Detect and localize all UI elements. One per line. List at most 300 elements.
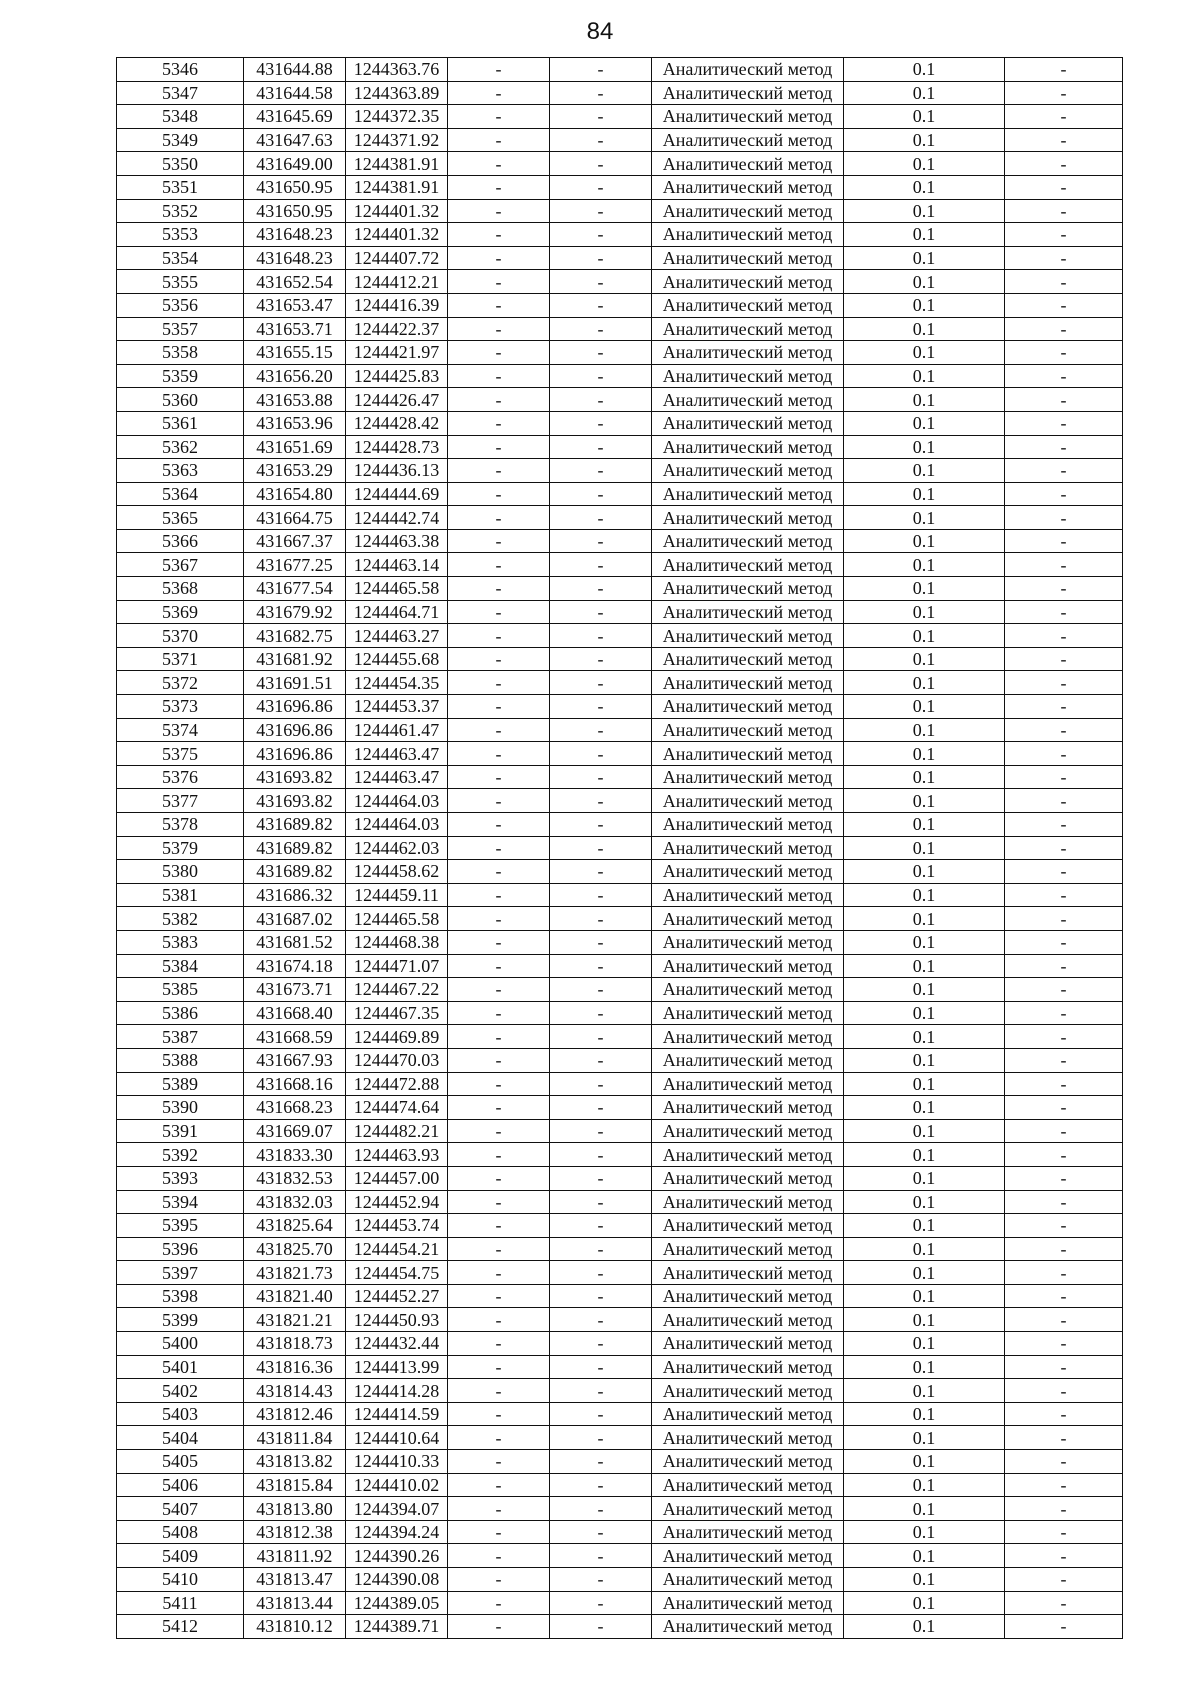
empty-cell: - (448, 836, 550, 860)
accuracy-cell: 0.1 (844, 364, 1005, 388)
empty-cell: - (1005, 341, 1123, 365)
x-coordinate-cell: 431832.53 (244, 1166, 346, 1190)
method-cell: Аналитический метод (652, 364, 844, 388)
empty-cell: - (550, 647, 652, 671)
x-coordinate-cell: 431693.82 (244, 765, 346, 789)
empty-cell: - (1005, 199, 1123, 223)
accuracy-cell: 0.1 (844, 1402, 1005, 1426)
empty-cell: - (550, 1355, 652, 1379)
method-cell: Аналитический метод (652, 388, 844, 412)
point-number-cell: 5375 (117, 742, 244, 766)
method-cell: Аналитический метод (652, 175, 844, 199)
accuracy-cell: 0.1 (844, 81, 1005, 105)
x-coordinate-cell: 431673.71 (244, 978, 346, 1002)
empty-cell: - (448, 1615, 550, 1639)
empty-cell: - (448, 1166, 550, 1190)
empty-cell: - (550, 293, 652, 317)
y-coordinate-cell: 1244463.47 (346, 765, 448, 789)
accuracy-cell: 0.1 (844, 978, 1005, 1002)
method-cell: Аналитический метод (652, 246, 844, 270)
y-coordinate-cell: 1244482.21 (346, 1119, 448, 1143)
point-number-cell: 5356 (117, 293, 244, 317)
method-cell: Аналитический метод (652, 58, 844, 82)
table-row (117, 1402, 1123, 1426)
empty-cell: - (448, 907, 550, 931)
x-coordinate-cell: 431667.93 (244, 1048, 346, 1072)
empty-cell: - (550, 1214, 652, 1238)
empty-cell: - (448, 883, 550, 907)
empty-cell: - (1005, 1001, 1123, 1025)
point-number-cell: 5354 (117, 246, 244, 270)
empty-cell: - (448, 246, 550, 270)
table-row (117, 883, 1123, 907)
empty-cell: - (550, 789, 652, 813)
point-number-cell: 5411 (117, 1591, 244, 1615)
empty-cell: - (550, 1473, 652, 1497)
y-coordinate-cell: 1244462.03 (346, 836, 448, 860)
empty-cell: - (1005, 435, 1123, 459)
empty-cell: - (448, 1355, 550, 1379)
table-row (117, 765, 1123, 789)
point-number-cell: 5350 (117, 152, 244, 176)
empty-cell: - (550, 1025, 652, 1049)
y-coordinate-cell: 1244465.58 (346, 907, 448, 931)
point-number-cell: 5396 (117, 1237, 244, 1261)
table-row (117, 1426, 1123, 1450)
accuracy-cell: 0.1 (844, 105, 1005, 129)
table-row (117, 411, 1123, 435)
accuracy-cell: 0.1 (844, 1190, 1005, 1214)
x-coordinate-cell: 431644.88 (244, 58, 346, 82)
empty-cell: - (1005, 1096, 1123, 1120)
table-row (117, 1308, 1123, 1332)
method-cell: Аналитический метод (652, 1096, 844, 1120)
method-cell: Аналитический метод (652, 1520, 844, 1544)
y-coordinate-cell: 1244436.13 (346, 459, 448, 483)
accuracy-cell: 0.1 (844, 1473, 1005, 1497)
empty-cell: - (1005, 81, 1123, 105)
accuracy-cell: 0.1 (844, 411, 1005, 435)
method-cell: Аналитический метод (652, 1568, 844, 1592)
empty-cell: - (448, 1379, 550, 1403)
x-coordinate-cell: 431818.73 (244, 1332, 346, 1356)
empty-cell: - (550, 883, 652, 907)
empty-cell: - (550, 1166, 652, 1190)
accuracy-cell: 0.1 (844, 1355, 1005, 1379)
accuracy-cell: 0.1 (844, 1261, 1005, 1285)
method-cell: Аналитический метод (652, 341, 844, 365)
empty-cell: - (1005, 647, 1123, 671)
empty-cell: - (550, 553, 652, 577)
point-number-cell: 5376 (117, 765, 244, 789)
table-row (117, 907, 1123, 931)
y-coordinate-cell: 1244422.37 (346, 317, 448, 341)
accuracy-cell: 0.1 (844, 954, 1005, 978)
empty-cell: - (448, 199, 550, 223)
x-coordinate-cell: 431668.40 (244, 1001, 346, 1025)
empty-cell: - (448, 1214, 550, 1238)
x-coordinate-cell: 431669.07 (244, 1119, 346, 1143)
table-row (117, 742, 1123, 766)
empty-cell: - (1005, 695, 1123, 719)
empty-cell: - (448, 81, 550, 105)
x-coordinate-cell: 431648.23 (244, 223, 346, 247)
empty-cell: - (448, 105, 550, 129)
method-cell: Аналитический метод (652, 930, 844, 954)
empty-cell: - (1005, 765, 1123, 789)
empty-cell: - (448, 459, 550, 483)
point-number-cell: 5406 (117, 1473, 244, 1497)
point-number-cell: 5366 (117, 529, 244, 553)
method-cell: Аналитический метод (652, 1001, 844, 1025)
empty-cell: - (1005, 459, 1123, 483)
table-row (117, 695, 1123, 719)
y-coordinate-cell: 1244444.69 (346, 482, 448, 506)
empty-cell: - (550, 1615, 652, 1639)
x-coordinate-cell: 431811.92 (244, 1544, 346, 1568)
accuracy-cell: 0.1 (844, 175, 1005, 199)
point-number-cell: 5388 (117, 1048, 244, 1072)
method-cell: Аналитический метод (652, 411, 844, 435)
empty-cell: - (448, 529, 550, 553)
empty-cell: - (448, 718, 550, 742)
empty-cell: - (1005, 718, 1123, 742)
empty-cell: - (1005, 813, 1123, 837)
method-cell: Аналитический метод (652, 270, 844, 294)
accuracy-cell: 0.1 (844, 388, 1005, 412)
empty-cell: - (550, 1096, 652, 1120)
empty-cell: - (1005, 883, 1123, 907)
x-coordinate-cell: 431832.03 (244, 1190, 346, 1214)
empty-cell: - (1005, 1591, 1123, 1615)
point-number-cell: 5383 (117, 930, 244, 954)
x-coordinate-cell: 431689.82 (244, 813, 346, 837)
empty-cell: - (448, 1544, 550, 1568)
x-coordinate-cell: 431679.92 (244, 600, 346, 624)
point-number-cell: 5374 (117, 718, 244, 742)
empty-cell: - (448, 317, 550, 341)
empty-cell: - (550, 600, 652, 624)
table-row (117, 293, 1123, 317)
method-cell: Аналитический метод (652, 765, 844, 789)
method-cell: Аналитический метод (652, 152, 844, 176)
point-number-cell: 5378 (117, 813, 244, 837)
table-row (117, 671, 1123, 695)
method-cell: Аналитический метод (652, 1332, 844, 1356)
x-coordinate-cell: 431814.43 (244, 1379, 346, 1403)
accuracy-cell: 0.1 (844, 860, 1005, 884)
table-row (117, 978, 1123, 1002)
empty-cell: - (550, 1520, 652, 1544)
empty-cell: - (1005, 1615, 1123, 1639)
x-coordinate-cell: 431653.47 (244, 293, 346, 317)
method-cell: Аналитический метод (652, 742, 844, 766)
table-row (117, 718, 1123, 742)
empty-cell: - (550, 1001, 652, 1025)
empty-cell: - (1005, 553, 1123, 577)
empty-cell: - (550, 1497, 652, 1521)
point-number-cell: 5394 (117, 1190, 244, 1214)
y-coordinate-cell: 1244401.32 (346, 199, 448, 223)
y-coordinate-cell: 1244389.05 (346, 1591, 448, 1615)
empty-cell: - (1005, 482, 1123, 506)
table-row (117, 152, 1123, 176)
accuracy-cell: 0.1 (844, 1497, 1005, 1521)
empty-cell: - (448, 1284, 550, 1308)
x-coordinate-cell: 431681.92 (244, 647, 346, 671)
table-row (117, 1096, 1123, 1120)
empty-cell: - (448, 1520, 550, 1544)
point-number-cell: 5357 (117, 317, 244, 341)
x-coordinate-cell: 431696.86 (244, 742, 346, 766)
empty-cell: - (448, 1308, 550, 1332)
accuracy-cell: 0.1 (844, 695, 1005, 719)
point-number-cell: 5403 (117, 1402, 244, 1426)
method-cell: Аналитический метод (652, 459, 844, 483)
empty-cell: - (550, 1450, 652, 1474)
point-number-cell: 5364 (117, 482, 244, 506)
accuracy-cell: 0.1 (844, 883, 1005, 907)
accuracy-cell: 0.1 (844, 293, 1005, 317)
empty-cell: - (550, 529, 652, 553)
empty-cell: - (550, 1568, 652, 1592)
empty-cell: - (550, 1426, 652, 1450)
accuracy-cell: 0.1 (844, 1591, 1005, 1615)
method-cell: Аналитический метод (652, 1237, 844, 1261)
empty-cell: - (550, 860, 652, 884)
empty-cell: - (448, 930, 550, 954)
empty-cell: - (550, 1143, 652, 1167)
table-row (117, 270, 1123, 294)
method-cell: Аналитический метод (652, 718, 844, 742)
table-row (117, 577, 1123, 601)
x-coordinate-cell: 431815.84 (244, 1473, 346, 1497)
method-cell: Аналитический метод (652, 1591, 844, 1615)
empty-cell: - (1005, 1072, 1123, 1096)
empty-cell: - (550, 1544, 652, 1568)
point-number-cell: 5404 (117, 1426, 244, 1450)
empty-cell: - (1005, 152, 1123, 176)
table-row (117, 246, 1123, 270)
page-number: 84 (586, 18, 614, 45)
empty-cell: - (1005, 1048, 1123, 1072)
x-coordinate-cell: 431821.40 (244, 1284, 346, 1308)
empty-cell: - (448, 482, 550, 506)
empty-cell: - (448, 1426, 550, 1450)
empty-cell: - (448, 1568, 550, 1592)
y-coordinate-cell: 1244457.00 (346, 1166, 448, 1190)
accuracy-cell: 0.1 (844, 789, 1005, 813)
accuracy-cell: 0.1 (844, 1001, 1005, 1025)
table-row (117, 105, 1123, 129)
method-cell: Аналитический метод (652, 789, 844, 813)
accuracy-cell: 0.1 (844, 1237, 1005, 1261)
x-coordinate-cell: 431689.82 (244, 860, 346, 884)
method-cell: Аналитический метод (652, 1450, 844, 1474)
method-cell: Аналитический метод (652, 1308, 844, 1332)
point-number-cell: 5352 (117, 199, 244, 223)
y-coordinate-cell: 1244421.97 (346, 341, 448, 365)
empty-cell: - (550, 930, 652, 954)
empty-cell: - (550, 482, 652, 506)
empty-cell: - (1005, 1237, 1123, 1261)
y-coordinate-cell: 1244390.26 (346, 1544, 448, 1568)
point-number-cell: 5386 (117, 1001, 244, 1025)
empty-cell: - (448, 1119, 550, 1143)
point-number-cell: 5365 (117, 506, 244, 530)
y-coordinate-cell: 1244463.93 (346, 1143, 448, 1167)
table-row (117, 813, 1123, 837)
x-coordinate-cell: 431653.96 (244, 411, 346, 435)
y-coordinate-cell: 1244390.08 (346, 1568, 448, 1592)
point-number-cell: 5362 (117, 435, 244, 459)
empty-cell: - (448, 860, 550, 884)
point-number-cell: 5389 (117, 1072, 244, 1096)
empty-cell: - (550, 813, 652, 837)
empty-cell: - (1005, 1473, 1123, 1497)
empty-cell: - (550, 175, 652, 199)
empty-cell: - (448, 1096, 550, 1120)
empty-cell: - (1005, 1379, 1123, 1403)
y-coordinate-cell: 1244372.35 (346, 105, 448, 129)
accuracy-cell: 0.1 (844, 482, 1005, 506)
empty-cell: - (1005, 1450, 1123, 1474)
x-coordinate-cell: 431647.63 (244, 128, 346, 152)
point-number-cell: 5368 (117, 577, 244, 601)
empty-cell: - (448, 954, 550, 978)
accuracy-cell: 0.1 (844, 270, 1005, 294)
empty-cell: - (448, 624, 550, 648)
y-coordinate-cell: 1244454.75 (346, 1261, 448, 1285)
empty-cell: - (550, 388, 652, 412)
empty-cell: - (1005, 789, 1123, 813)
empty-cell: - (550, 317, 652, 341)
method-cell: Аналитический метод (652, 954, 844, 978)
x-coordinate-cell: 431687.02 (244, 907, 346, 931)
empty-cell: - (1005, 1308, 1123, 1332)
empty-cell: - (550, 1591, 652, 1615)
method-cell: Аналитический метод (652, 435, 844, 459)
empty-cell: - (448, 742, 550, 766)
empty-cell: - (550, 1190, 652, 1214)
empty-cell: - (1005, 600, 1123, 624)
method-cell: Аналитический метод (652, 506, 844, 530)
y-coordinate-cell: 1244425.83 (346, 364, 448, 388)
table-row (117, 1568, 1123, 1592)
table-row (117, 459, 1123, 483)
y-coordinate-cell: 1244363.76 (346, 58, 448, 82)
method-cell: Аналитический метод (652, 1426, 844, 1450)
point-number-cell: 5392 (117, 1143, 244, 1167)
empty-cell: - (448, 1072, 550, 1096)
point-number-cell: 5363 (117, 459, 244, 483)
empty-cell: - (550, 506, 652, 530)
accuracy-cell: 0.1 (844, 152, 1005, 176)
empty-cell: - (448, 1143, 550, 1167)
method-cell: Аналитический метод (652, 1355, 844, 1379)
y-coordinate-cell: 1244453.37 (346, 695, 448, 719)
accuracy-cell: 0.1 (844, 1544, 1005, 1568)
y-coordinate-cell: 1244470.03 (346, 1048, 448, 1072)
table-row (117, 128, 1123, 152)
empty-cell: - (448, 1497, 550, 1521)
x-coordinate-cell: 431651.69 (244, 435, 346, 459)
empty-cell: - (550, 1072, 652, 1096)
table-row (117, 506, 1123, 530)
empty-cell: - (1005, 742, 1123, 766)
empty-cell: - (1005, 1568, 1123, 1592)
x-coordinate-cell: 431677.25 (244, 553, 346, 577)
y-coordinate-cell: 1244454.21 (346, 1237, 448, 1261)
empty-cell: - (448, 1450, 550, 1474)
point-number-cell: 5400 (117, 1332, 244, 1356)
table-row (117, 317, 1123, 341)
table-row (117, 836, 1123, 860)
empty-cell: - (448, 1473, 550, 1497)
empty-cell: - (550, 1308, 652, 1332)
empty-cell: - (1005, 388, 1123, 412)
x-coordinate-cell: 431689.82 (244, 836, 346, 860)
method-cell: Аналитический метод (652, 1025, 844, 1049)
y-coordinate-cell: 1244389.71 (346, 1615, 448, 1639)
table-row (117, 388, 1123, 412)
empty-cell: - (550, 1402, 652, 1426)
empty-cell: - (1005, 836, 1123, 860)
x-coordinate-cell: 431652.54 (244, 270, 346, 294)
table-row (117, 199, 1123, 223)
accuracy-cell: 0.1 (844, 1450, 1005, 1474)
accuracy-cell: 0.1 (844, 1119, 1005, 1143)
point-number-cell: 5367 (117, 553, 244, 577)
empty-cell: - (1005, 577, 1123, 601)
empty-cell: - (550, 1332, 652, 1356)
point-number-cell: 5373 (117, 695, 244, 719)
table-row (117, 1591, 1123, 1615)
empty-cell: - (1005, 1497, 1123, 1521)
y-coordinate-cell: 1244410.33 (346, 1450, 448, 1474)
method-cell: Аналитический метод (652, 81, 844, 105)
method-cell: Аналитический метод (652, 482, 844, 506)
empty-cell: - (448, 506, 550, 530)
coordinates-table (116, 57, 1123, 1639)
empty-cell: - (550, 624, 652, 648)
accuracy-cell: 0.1 (844, 1166, 1005, 1190)
point-number-cell: 5408 (117, 1520, 244, 1544)
y-coordinate-cell: 1244463.14 (346, 553, 448, 577)
x-coordinate-cell: 431696.86 (244, 695, 346, 719)
method-cell: Аналитический метод (652, 813, 844, 837)
empty-cell: - (1005, 1190, 1123, 1214)
point-number-cell: 5390 (117, 1096, 244, 1120)
method-cell: Аналитический метод (652, 671, 844, 695)
empty-cell: - (550, 954, 652, 978)
empty-cell: - (1005, 105, 1123, 129)
table-row (117, 1119, 1123, 1143)
empty-cell: - (550, 270, 652, 294)
y-coordinate-cell: 1244453.74 (346, 1214, 448, 1238)
y-coordinate-cell: 1244461.47 (346, 718, 448, 742)
empty-cell: - (448, 128, 550, 152)
table-row (117, 647, 1123, 671)
x-coordinate-cell: 431821.21 (244, 1308, 346, 1332)
empty-cell: - (448, 813, 550, 837)
y-coordinate-cell: 1244414.28 (346, 1379, 448, 1403)
y-coordinate-cell: 1244381.91 (346, 175, 448, 199)
y-coordinate-cell: 1244416.39 (346, 293, 448, 317)
y-coordinate-cell: 1244463.27 (346, 624, 448, 648)
empty-cell: - (550, 105, 652, 129)
empty-cell: - (550, 1119, 652, 1143)
